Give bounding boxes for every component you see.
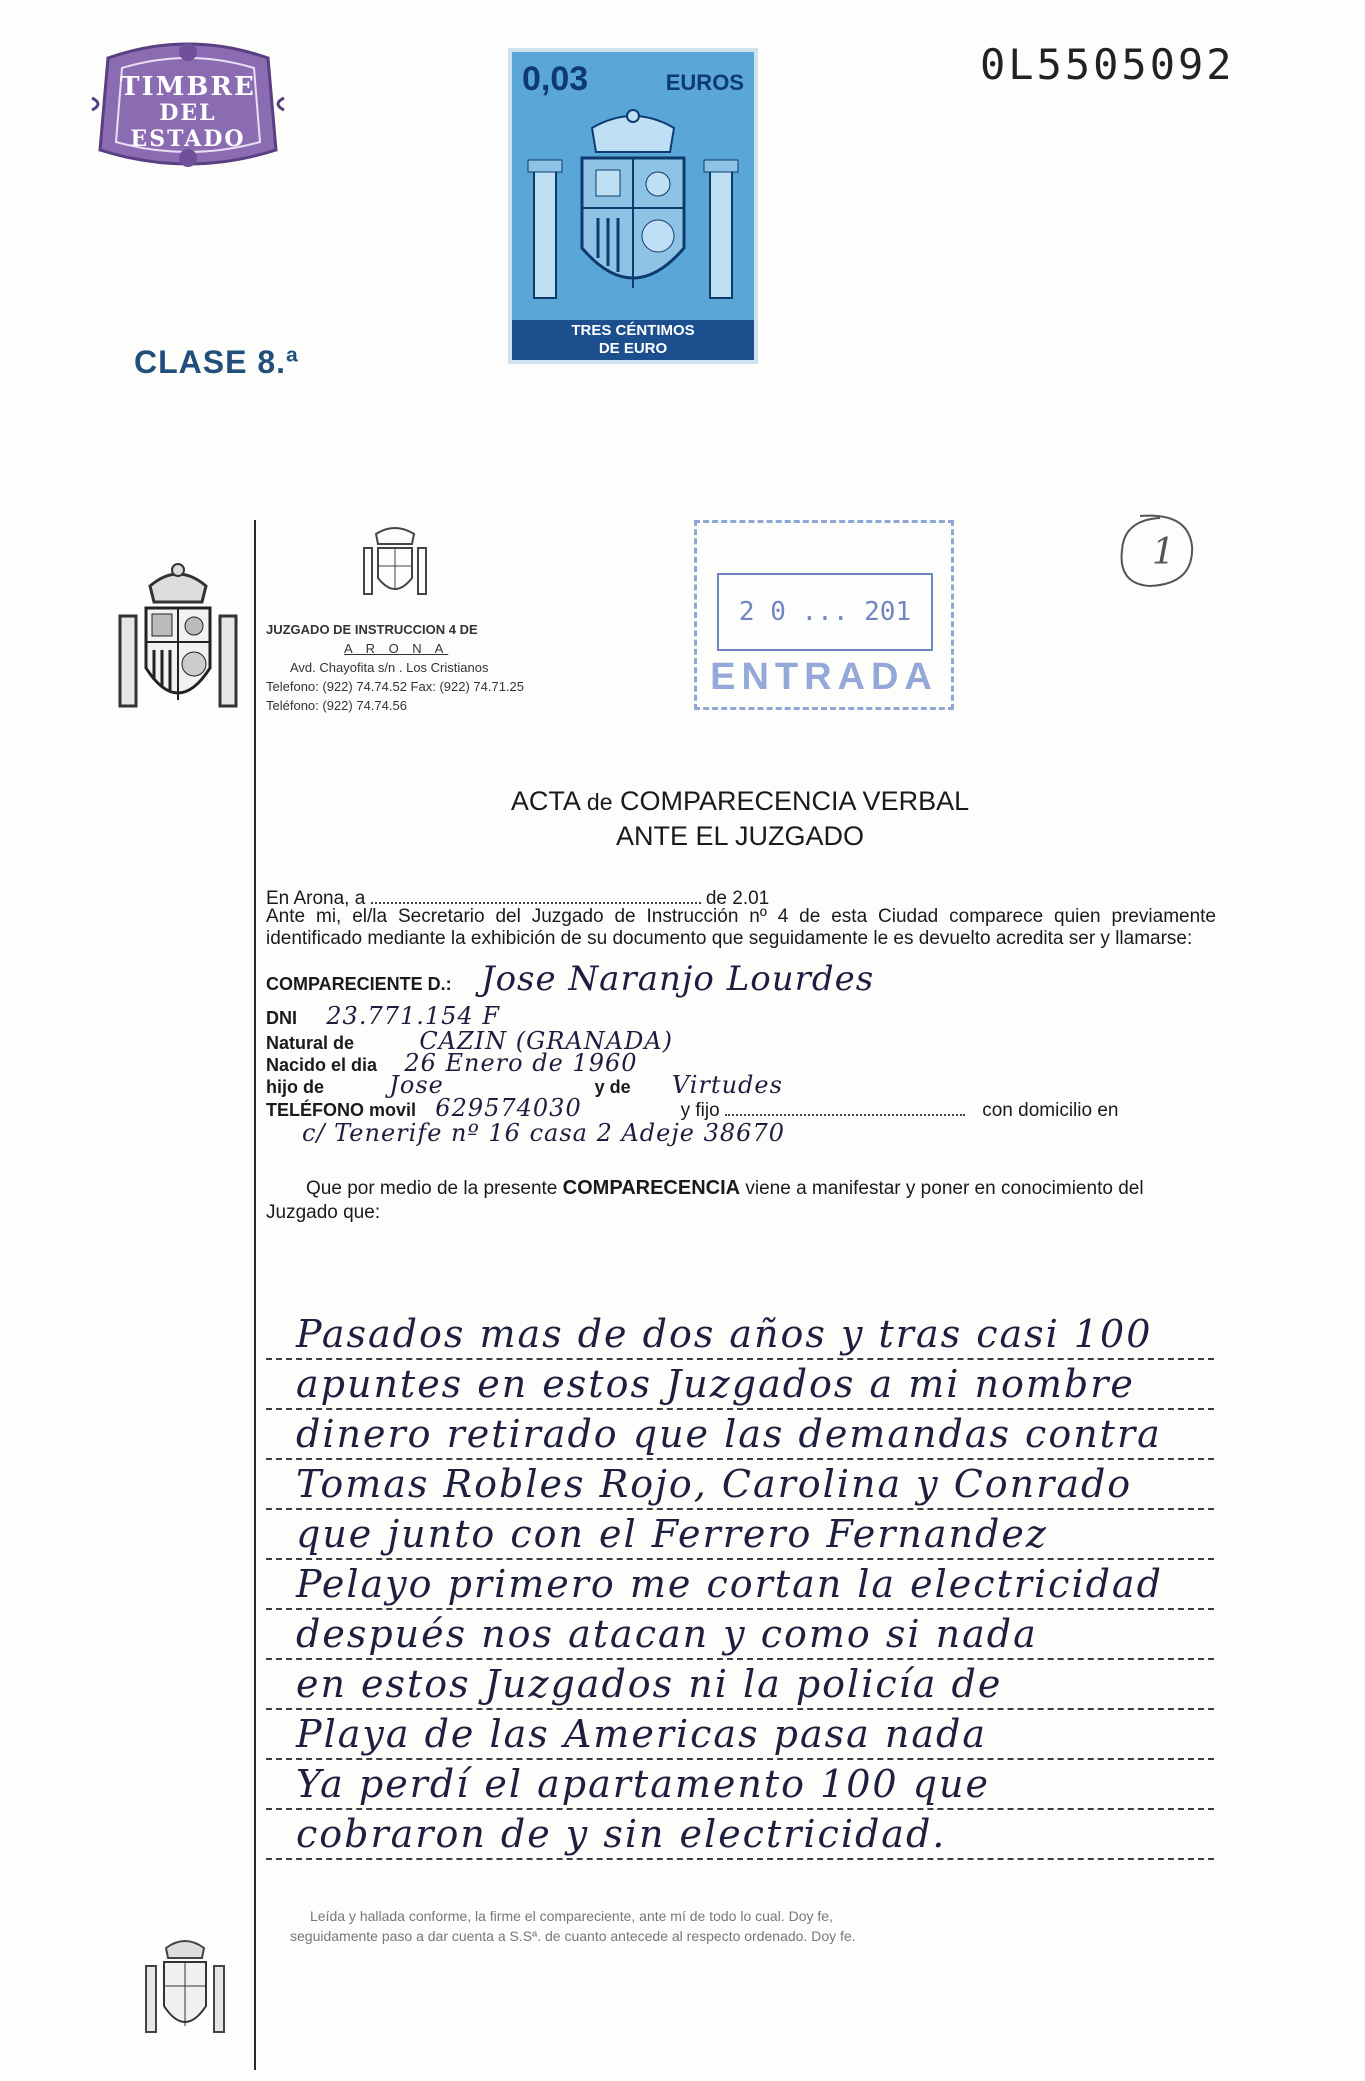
margin-line bbox=[254, 520, 256, 2070]
compareciente-value: Jose Naranjo Lourdes bbox=[480, 959, 875, 999]
statement-line-text: apuntes en estos Juzgados a mi nombre bbox=[296, 1362, 1135, 1406]
hijo-value: Jose bbox=[389, 1071, 444, 1099]
form-body bbox=[266, 884, 1216, 1225]
court-phone-2: Teléfono: (922) 74.74.56 bbox=[266, 698, 407, 713]
statement-line bbox=[266, 1760, 1214, 1810]
title-de: de bbox=[586, 789, 613, 815]
footer-text bbox=[290, 1906, 1170, 1946]
statement-line bbox=[266, 1660, 1214, 1710]
hijo-label: hijo de bbox=[266, 1077, 324, 1097]
statement-line-text: Playa de las Americas pasa nada bbox=[296, 1712, 987, 1756]
nacido-label: Nacido el dia bbox=[266, 1055, 378, 1075]
dni-label: DNI bbox=[266, 1008, 297, 1028]
statement-line-text: después nos atacan y como si nada bbox=[296, 1612, 1038, 1656]
nacido-value: 26 Enero de 1960 bbox=[404, 1049, 638, 1077]
yde-value: Virtudes bbox=[671, 1071, 783, 1099]
statement-lines bbox=[266, 1310, 1214, 1860]
court-address: Avd. Chayofita s/n . Los Cristianos bbox=[290, 660, 489, 675]
statement-line-text: dinero retirado que las demandas contra bbox=[296, 1412, 1162, 1456]
lead-text: Que por medio de la presente bbox=[306, 1178, 558, 1199]
year-label: de 2.01 bbox=[705, 888, 770, 909]
title-line-2: ANTE EL JUZGADO bbox=[615, 821, 865, 851]
statement-intro bbox=[266, 1176, 1216, 1225]
statement-line bbox=[266, 1360, 1214, 1410]
page-number-mark bbox=[1110, 506, 1200, 596]
statement-line bbox=[266, 1710, 1214, 1760]
stamp-band-line-1: TRES CÉNTIMOS bbox=[571, 322, 695, 339]
timbre-line-2: DEL ESTADO bbox=[130, 100, 246, 152]
statement-line bbox=[266, 1310, 1214, 1360]
stamp-band-line-2: DE EURO bbox=[598, 340, 668, 357]
telefono-label: TELÉFONO movil bbox=[266, 1100, 417, 1120]
statement-line bbox=[266, 1460, 1214, 1510]
serial-number: 0L5505092 bbox=[980, 40, 1235, 89]
statement-line-text: Tomas Robles Rojo, Carolina y Conrado bbox=[296, 1462, 1133, 1506]
timbre-del-estado-seal bbox=[88, 38, 288, 170]
coat-of-arms-left-icon bbox=[112, 560, 244, 720]
page-number-text: 1 bbox=[1152, 532, 1175, 573]
title-comparecencia: COMPARECENCIA VERBAL bbox=[620, 786, 970, 816]
statement-line-text: Pelayo primero me cortan la electricidad bbox=[296, 1562, 1163, 1606]
dni-value: 23.771.154 F bbox=[326, 1002, 500, 1030]
intro-paragraph: Ante mi, el/la Secretario del Juzgado de Instrucción nº 4 de esta Ciudad comparece quien previamente identificado mediante la exhibición de su documento que seguidamente le es devuelto acredita ser y llamarse: bbox=[266, 906, 1216, 949]
title-acta: ACTA bbox=[510, 786, 580, 816]
domicilio-label: con domicilio en bbox=[982, 1100, 1119, 1121]
timbre-line-1: TIMBRE bbox=[120, 72, 256, 102]
footer-line-1: Leída y hallada conforme, la firme el compareciente, ante mí de todo lo cual. Doy fe, bbox=[310, 1908, 833, 1924]
stamp-band bbox=[512, 320, 754, 360]
clase-label: CLASE 8.ª bbox=[134, 344, 299, 380]
fijo-label: y fijo bbox=[680, 1100, 720, 1121]
court-header bbox=[266, 620, 524, 715]
statement-line bbox=[266, 1410, 1214, 1460]
yde-label: y de bbox=[594, 1077, 631, 1097]
document-title bbox=[260, 784, 1220, 853]
coat-of-arms-bottom-icon bbox=[140, 1930, 230, 2042]
domicilio-value: c/ Tenerife nº 16 casa 2 Adeje 38670 bbox=[302, 1119, 785, 1147]
compareciente-label: COMPARECIENTE D.: bbox=[266, 974, 452, 994]
stamp-currency: EUROS bbox=[665, 70, 744, 95]
fijo-field bbox=[725, 1096, 965, 1116]
natural-value: CAZIN (GRANADA) bbox=[419, 1027, 673, 1055]
court-phone-1: Telefono: (922) 74.74.52 Fax: (922) 74.71.25 bbox=[266, 679, 525, 694]
statement-line-text: cobraron de y sin electricidad. bbox=[296, 1812, 947, 1856]
coat-of-arms-icon bbox=[512, 108, 754, 328]
statement-line bbox=[266, 1560, 1214, 1610]
date-field bbox=[371, 884, 701, 904]
entry-stamp-word: ENTRADA bbox=[710, 656, 938, 698]
lead-bold: COMPARECENCIA bbox=[562, 1177, 741, 1199]
small-coat-of-arms-icon bbox=[354, 520, 436, 600]
statement-line-text: Ya perdí el apartamento 100 que bbox=[296, 1762, 990, 1806]
postage-stamp bbox=[508, 48, 758, 364]
telefono-value: 629574030 bbox=[435, 1094, 582, 1122]
statement-line-text: en estos Juzgados ni la policía de bbox=[296, 1662, 1003, 1706]
lead-rest: viene a manifestar y poner en conocimiento del Juzgado que: bbox=[266, 1178, 1144, 1223]
statement-line bbox=[266, 1510, 1214, 1560]
stamp-value: 0,03 bbox=[522, 60, 589, 98]
statement-line bbox=[266, 1810, 1214, 1860]
entry-stamp-date: 2 0 ... 201 bbox=[717, 573, 933, 651]
statement-line-text: que junto con el Ferrero Fernandez bbox=[296, 1512, 1048, 1556]
footer-line-2: seguidamente paso a dar cuenta a S.Sª. de cuanto antecede al respecto ordenado. Doy fe. bbox=[290, 1928, 856, 1944]
court-name: JUZGADO DE INSTRUCCION 4 DE bbox=[266, 622, 478, 637]
court-city: A R O N A bbox=[344, 641, 449, 656]
place-prefix: En Arona, a bbox=[266, 888, 366, 909]
statement-line-text: Pasados mas de dos años y tras casi 100 bbox=[296, 1312, 1153, 1356]
entry-stamp bbox=[694, 520, 954, 710]
statement-line bbox=[266, 1610, 1214, 1660]
natural-label: Natural de bbox=[266, 1033, 355, 1053]
